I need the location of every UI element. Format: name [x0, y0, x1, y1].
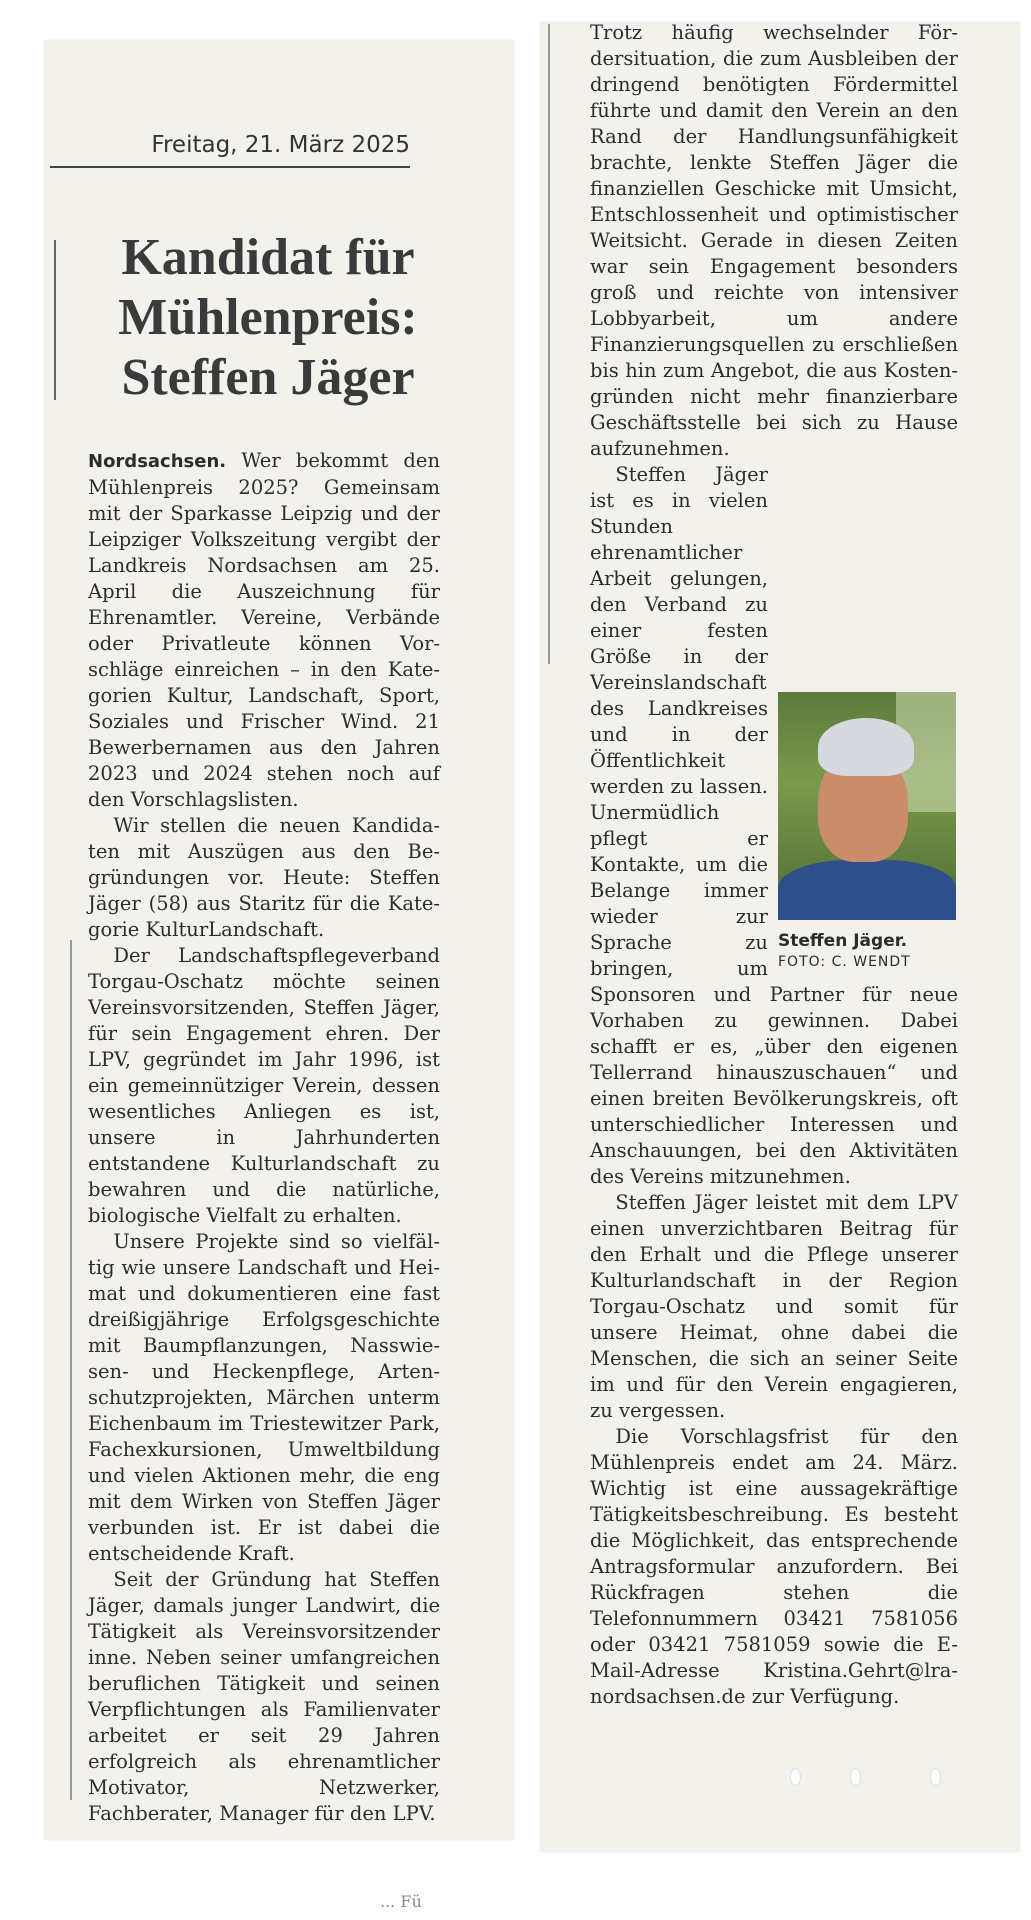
photo-shirt: [778, 860, 956, 920]
punch-hole: [930, 1768, 941, 1786]
photo-credit: FOTO: C. WENDT: [778, 954, 911, 970]
portrait-photo: [778, 692, 956, 920]
photo-hair: [818, 718, 914, 776]
paragraph: Steffen Jäger ist es in vielen Stunden ehrenamtlicher Arbeit gelungen, den Verband zu einer festen Größe in der Vereinslandschaft des Landkreises und in der Öffentlichkeit werden zu lassen. Unermüdlich pflegt er Kontakte, um die Belange immer wieder zur Sprache zu bringen, um Sponsoren und Partner für neue Vorhaben zu gewinnen. Dabei schafft er es, „über den eigenen Tellerrand hinauszuschauen“ und einen breiten Bevölkerungskreis, oft unterschiedlicher Interessen und Anschauungen, bei den Aktivitäten des Vereins mitzunehmen.: [590, 463, 958, 1188]
punch-hole: [850, 1768, 861, 1786]
lead-locality: Nordsachsen.: [88, 451, 227, 472]
paragraph: Der Landschaftspflegeverband Torgau-Oschatz möchte seinen Vereinsvorsitzenden, Steffen Jäger, für sein Engagement ehren. Der LPV, gegründet im Jahr 1996, ist ein gemeinnütziger Verein, dessen wesentliches Anliegen es ist, unsere in Jahrhunderten entstandene Kulturlandschaft zu bewahren und die natürliche, biologische Vielfalt zu erhalten.: [88, 944, 440, 1227]
punch-hole: [790, 1768, 801, 1786]
cut-off-text: ... Fü: [380, 1892, 422, 1911]
photo-block: [778, 692, 958, 972]
paragraph: Seit der Gründung hat Steffen Jäger, damals junger Landwirt, die Tätigkeit als Vereinsvorsitzender inne. Neben seiner umfangreichen beruflichen Tätigkeit und seinen Verpflichtungen als Familienvater arbeitet er seit 29 Jahren erfolgreich als ehrenamtlicher Motivator, Netzwerker, Fachberater, Manager für den LPV.: [88, 1568, 440, 1825]
dateline: Freitag, 21. März 2025: [50, 132, 410, 168]
paragraph-text: Wer bekommt den Mühlenpreis 2025? Gemeinsam mit der Sparkasse Leipzig und der Leipziger Volkszeitung vergibt der Landkreis Nordsachsen am 25. April die Auszeichnung für Ehrenamtler. Vereine, Verbände oder Privatleute können Vorschläge einreichen – in den Kategorien Kultur, Landschaft, Sport, Soziales und Frischer Wind. 21 Bewerbernamen aus den Jahren 2023 und 2024 stehen noch auf den Vorschlagslisten.: [88, 449, 440, 811]
column-rule: [54, 240, 56, 400]
paragraph: Die Vorschlagsfrist für den Mühlenpreis endet am 24. März. Wichtig ist eine aussagekräftige Tätigkeitsbeschreibung. Es besteht die Möglichkeit, das entsprechende Antragsformular anzufordern. Bei Rückfragen stehen die Telefonnummern 03421 7581056 oder 03421 7581059 sowie die E-Mail-Adresse Kristina.Gehrt@lra-nordsachsen.de zur Verfügung.: [590, 1425, 958, 1708]
headline: Kandidat für Mühlenpreis: Steffen Jäger: [118, 229, 418, 406]
photo-caption: Steffen Jäger.: [778, 931, 908, 951]
article-column-right: [590, 20, 958, 1710]
article-column-left: [88, 448, 440, 1827]
paragraph: Unsere Projekte sind so vielfältig wie unsere Landschaft und Heimat und dokumentieren eine fast dreißigjährige Erfolgsgeschichte mit Baumpflanzungen, Nasswiesen- und Heckenpflege, Artenschutzprojekten, Märchen unterm Eichenbaum im Triestewitzer Park, Fachexkursionen, Umweltbildung und vielen Aktionen mehr, die eng mit dem Wirken von Steffen Jäger verbunden ist. Er ist dabei die entscheidende Kraft.: [88, 1230, 440, 1565]
paragraph: [88, 448, 440, 813]
paragraph: Steffen Jäger leistet mit dem LPV einen unverzichtbaren Beitrag für den Erhalt und die Pflege unserer Kulturlandschaft in der Region Torgau-Oschatz und somit für unsere Heimat, ohne dabei die Menschen, die sich an seiner Seite im und für den Verein engagieren, zu vergessen.: [590, 1191, 958, 1422]
paragraph: Wir stellen die neuen Kandidaten mit Auszügen aus den Begründungen vor. Heute: Steffen Jäger (58) aus Staritz für die Kategorie KulturLandschaft.: [88, 814, 440, 941]
column-rule: [70, 940, 72, 1800]
column-rule: [548, 24, 550, 664]
paragraph: Trotz häufig wechselnder Fördersituation, die zum Ausbleiben der dringend benötigten Fördermittel führte und damit den Verein an den Rand der Handlungsunfähigkeit brachte, lenkte Steffen Jäger die finanziellen Geschicke mit Umsicht, Entschlossenheit und optimistischer Weitsicht. Gerade in diesen Zeiten war sein Engagement besonders groß und reichte von intensiver Lobbyarbeit, um andere Finanzierungsquellen zu erschließen bis hin zum Angebot, die aus Kostengründen nicht mehr finanzierbare Geschäftsstelle bei sich zu Hause aufzunehmen.: [590, 21, 958, 460]
